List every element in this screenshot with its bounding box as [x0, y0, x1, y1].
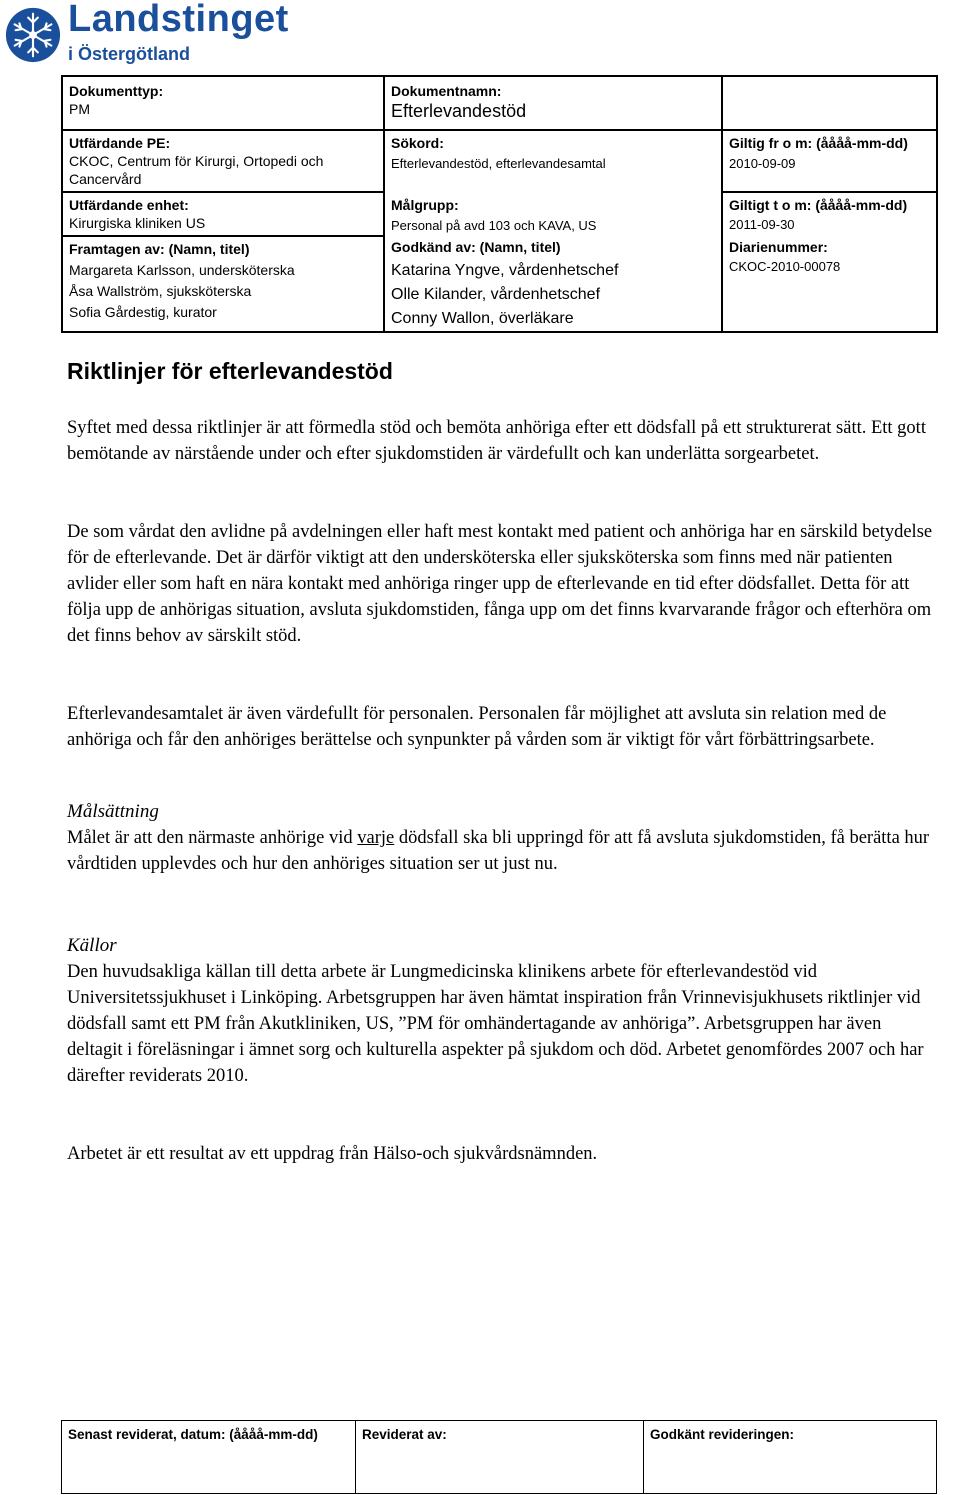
logo-subtitle: i Östergötland [68, 44, 191, 64]
divider [63, 235, 383, 237]
dokumentnamn-label: Dokumentnamn: [391, 83, 502, 99]
godkand-av-name: Conny Wallon, överläkare [391, 310, 574, 327]
paragraph: Syftet med dessa riktlinjer är att förmedla stöd och bemöta anhöriga efter ett dödsfall på ett strukturerat sätt. Ett gott bemötande av närstående under och efter sjukdomstiden är värdefullt och kan underlätta sorgearbetet. [67, 418, 926, 464]
framtagen-av-cell [63, 241, 383, 321]
framtagen-av-name: Sofia Gårdestig, kurator [69, 304, 217, 320]
snowflake-emblem-icon [4, 6, 62, 64]
giltig-tom-cell [723, 197, 936, 233]
paragraph: Den huvudsakliga källan till detta arbete är Lungmedicinska klinikens arbete för efterlevandestöd vid Universitetssjukhuset i Linköping. Arbetsgruppen har även hämtat inspiration från Vrinnevisjukhusets riktlinjer vid dödsfall samt ett PM från Akutkliniken, US, ”PM för omhändertagande av anhöriga”. Arbetsgruppen har även deltagit i föreläsningar i ämnet sorg och kulturella aspekter på sjukdom och död. Arbetet genomfördes 2007 och har därefter reviderats 2010. [67, 962, 924, 1086]
godkant-revideringen-cell [644, 1421, 936, 1493]
intro-paragraph-block [67, 415, 937, 467]
diarienummer-cell [723, 239, 936, 275]
closing-paragraph-block [67, 1141, 937, 1167]
underlined-word: varje [357, 828, 395, 848]
divider [385, 129, 721, 131]
utfardande-enhet-cell [63, 197, 383, 232]
sokord-label: Sökord: [391, 135, 444, 151]
diarienummer-label: Diarienummer: [729, 239, 828, 255]
personal-paragraph-block [67, 701, 937, 753]
godkant-revideringen-label: Godkänt revideringen: [650, 1427, 795, 1442]
dokumentnamn-cell [385, 83, 721, 122]
godkand-av-cell [385, 239, 721, 329]
dokumenttyp-value: PM [69, 101, 90, 117]
malgrupp-value: Personal på avd 103 och KAVA, US [391, 218, 597, 233]
utfardande-enhet-value: Kirurgiska kliniken US [69, 215, 206, 231]
staff-paragraph-block [67, 519, 937, 649]
dokumenttyp-label: Dokumenttyp: [69, 83, 164, 99]
utfardande-pe-label: Utfärdande PE: [69, 135, 171, 151]
framtagen-av-name: Margareta Karlsson, undersköterska [69, 262, 295, 278]
kallor-section [67, 933, 937, 1089]
giltig-tom-label: Giltigt t o m: (åååå-mm-dd) [729, 197, 908, 213]
sokord-value: Efterlevandestöd, efterlevandesamtal [391, 156, 606, 171]
malgrupp-label: Målgrupp: [391, 197, 459, 213]
framtagen-av-name: Åsa Wallström, sjuksköterska [69, 283, 252, 299]
giltig-from-label: Giltig fr o m: (åååå-mm-dd) [729, 135, 908, 151]
header-column-middle [385, 77, 723, 331]
utfardande-pe-cell [63, 135, 383, 188]
reviderat-av-label: Reviderat av: [362, 1427, 447, 1442]
logo-title: Landstinget [68, 0, 289, 40]
section-heading: Målsättning [67, 801, 159, 822]
utfardande-pe-value: CKOC, Centrum för Kirurgi, Ortopedi och Cancervård [69, 153, 324, 187]
malsattning-section [67, 799, 937, 877]
dokumentnamn-value: Efterlevandestöd [391, 101, 527, 121]
sokord-cell [385, 135, 721, 172]
senast-reviderat-label: Senast reviderat, datum: (åååå-mm-dd) [68, 1427, 318, 1442]
framtagen-av-label: Framtagen av: (Namn, titel) [69, 241, 250, 257]
diarienummer-value: CKOC-2010-00078 [729, 259, 841, 274]
paragraph: De som vårdat den avlidne på avdelningen eller haft mest kontakt med patient och anhöriga har en särskild betydelse för de efterlevande. Det är därför viktigt att den undersköterska eller sjuksköterska som finns med när patienten avlider eller som haft en nära kontakt med anhöriga ringer upp de efterlevande en tid efter dödsfallet. Detta för att följa upp de anhörigas situation, avsluta sjukdomstiden, fånga upp om det finns kvarvarande frågor och efterhöra om det finns behov av särskilt stöd. [67, 522, 933, 646]
text-segment: dödsfall ska bli uppringd för att få avsluta sjukdomstiden, få berätta hur vårdtiden upplevdes och hur den anhöriges situation ser ut just nu. [67, 828, 930, 874]
divider [723, 191, 936, 193]
senast-reviderat-cell [62, 1421, 356, 1493]
divider [63, 129, 383, 131]
paragraph: Arbetet är ett resultat av ett uppdrag från Hälso-och sjukvårdsnämnden. [67, 1144, 598, 1164]
divider [723, 129, 936, 131]
text-segment: Målet är att den närmaste anhörige vid [67, 828, 358, 848]
header-column-left [63, 77, 385, 331]
section-heading: Källor [67, 935, 117, 956]
godkand-av-name: Katarina Yngve, vårdenhetschef [391, 262, 619, 279]
header-column-right [723, 77, 936, 331]
paragraph [67, 825, 937, 877]
dokumenttyp-cell [63, 83, 383, 118]
giltig-from-value: 2010-09-09 [729, 156, 796, 171]
divider [63, 191, 383, 193]
reviderat-av-cell [356, 1421, 644, 1493]
page-title: Riktlinjer för efterlevandestöd [67, 358, 393, 384]
landstinget-logo [4, 0, 289, 70]
godkand-av-label: Godkänd av: (Namn, titel) [391, 239, 561, 255]
godkand-av-name: Olle Kilander, vårdenhetschef [391, 286, 601, 303]
revision-table [61, 1420, 937, 1494]
giltig-tom-value: 2011-09-30 [729, 217, 795, 232]
utfardande-enhet-label: Utfärdande enhet: [69, 197, 189, 213]
malgrupp-cell [385, 197, 721, 234]
paragraph: Efterlevandesamtalet är även värdefullt för personalen. Personalen får möjlighet att avsluta sin relation med de anhöriga och får den anhöriges berättelse och synpunkter på vården som är viktigt för vårt förbättringsarbete. [67, 704, 887, 750]
document-header-table [61, 75, 938, 333]
giltig-from-cell [723, 135, 936, 172]
